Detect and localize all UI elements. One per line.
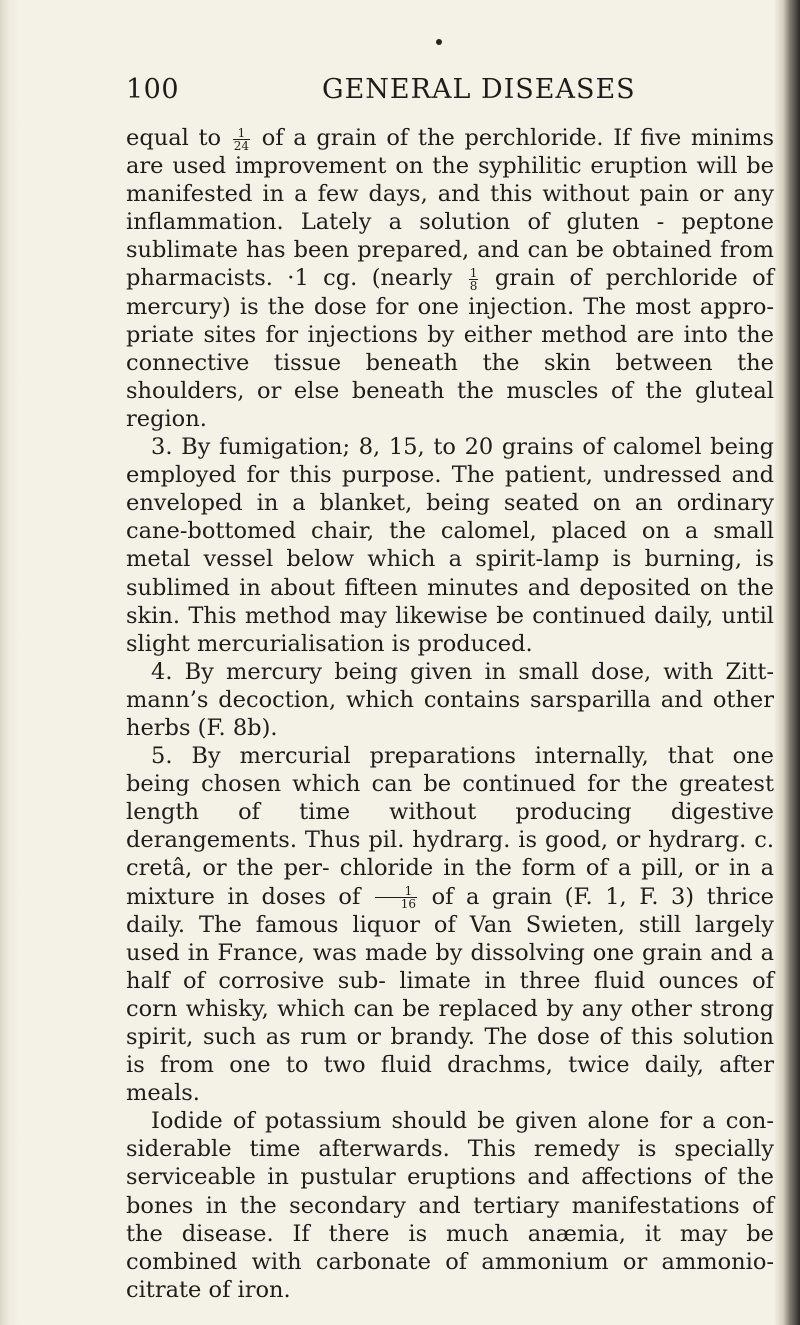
fraction-numerator: 1 xyxy=(469,265,478,280)
running-head: GENERAL DISEASES xyxy=(322,74,636,105)
fraction xyxy=(375,885,417,910)
ink-dot xyxy=(436,39,442,45)
text-run: equal to xyxy=(126,125,231,151)
page-number: 100 xyxy=(126,74,180,105)
paragraph-4 xyxy=(126,742,774,1107)
body-text xyxy=(126,124,774,1304)
fraction-denominator: 16 xyxy=(400,897,417,912)
page-header xyxy=(126,70,776,110)
spine-shadow xyxy=(0,0,18,1325)
text-run: 5. By mercurial preparations internally, that one being chosen which can be continued for the greatest length of time without producing digestive derangements. Thus pil. hydrarg. is good, or hydrarg. c. cretâ, or the per- chloride in the form of a pill, or in a mixture in doses of xyxy=(126,743,774,910)
text-run: of a grain of the perchloride. If five minims are used improvement on the syphilitic eruption will be manifested in a few days, and this without pain or any inflammation. Lately a solution of gluten - peptone sublimate has been prepared, and can be obtained from pharmacists. ·1 cg. (nearly xyxy=(126,125,774,292)
fraction xyxy=(233,127,250,152)
fraction-numerator: 1 xyxy=(375,885,417,898)
fraction-denominator: 24 xyxy=(233,138,250,153)
text-run: 3. By fumigation; 8, 15, to 20 grains of calomel being employed for this purpose. The patient, undressed and enveloped in a blanket, being seated on an ordinary cane-bottomed chair, the calomel, placed on a small metal vessel below which a spirit-lamp is burning, is sublimed in about fifteen minutes and deposited on the skin. This method may likewise be continued daily, until slight mercurialisation is produced. xyxy=(126,434,774,657)
text-run: grain of perchloride of mercury) is the dose for one injection. The most appro- priate sites for injections by either method are into the connective tissue beneath the skin between the shoulders, or else beneath the muscles of the gluteal region. xyxy=(126,265,774,432)
page-edge-shadow xyxy=(774,0,800,1325)
paragraph-3 xyxy=(126,658,774,742)
paragraph-5 xyxy=(126,1107,774,1304)
paragraph-1 xyxy=(126,124,774,433)
fraction-numerator: 1 xyxy=(233,127,250,140)
text-run: 4. By mercury being given in small dose, with Zitt- mann’s decoction, which contains sarsparilla and other herbs (F. 8b). xyxy=(126,658,774,741)
fraction-denominator: 8 xyxy=(469,278,478,293)
paragraph-2 xyxy=(126,433,774,658)
text-run: of a grain (F. 1, F. 3) thrice daily. The famous liquor of Van Swieten, still largely used in France, was made by dissolving one grain and a half of corrosive sub- limate in three fluid ounces of corn whisky, which can be replaced by any other strong spirit, such as rum or brandy. The dose of this solution is from one to two fluid drachms, twice daily, after meals. xyxy=(126,883,774,1107)
text-run: Iodide of potassium should be given alone for a con- siderable time afterwards. This remedy is specially serviceable in pustular eruptions and affections of the bones in the secondary and tertiary manifestations of the disease. If there is much anæmia, it may be combined with carbonate of ammonium or ammonio-citrate of iron. xyxy=(126,1108,774,1303)
fraction xyxy=(469,267,479,292)
